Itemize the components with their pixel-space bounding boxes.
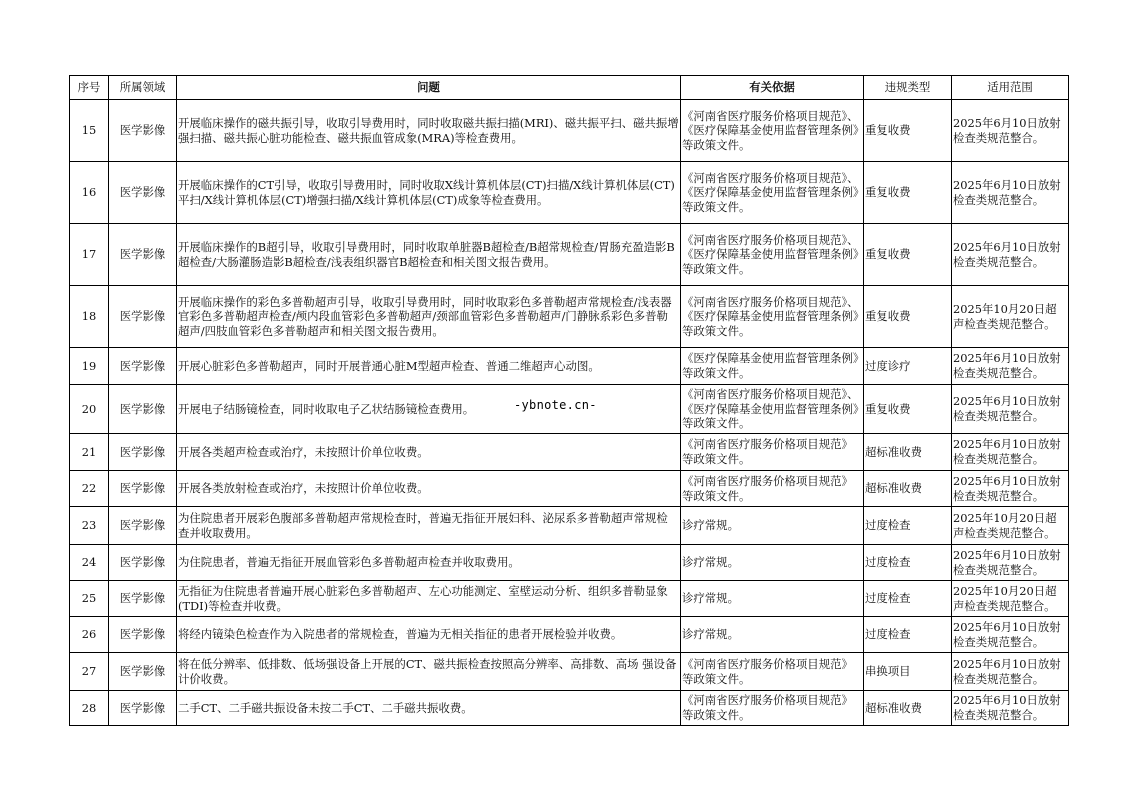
header-violation-type: 违规类型 [864,76,952,100]
cell-problem: 无指征为住院患者普遍开展心脏彩色多普勒超声、左心功能测定、室壁运动分析、组织多普勒显象(TDI)等检查并收费。 [177,581,681,617]
cell-seq: 15 [70,100,109,162]
cell-seq: 26 [70,617,109,653]
cell-basis: 《河南省医疗服务价格项目规范》等政策文件。 [681,434,864,471]
cell-basis: 诊疗常规。 [681,545,864,581]
cell-scope: 2025年6月10日放射检查类规范整合。 [952,100,1069,162]
cell-seq: 21 [70,434,109,471]
cell-seq: 24 [70,545,109,581]
cell-problem: 开展心脏彩色多普勒超声，同时开展普通心脏M型超声检查、普通二维超声心动图。 [177,348,681,385]
cell-basis: 诊疗常规。 [681,507,864,545]
cell-violation-type: 重复收费 [864,224,952,286]
cell-basis: 诊疗常规。 [681,581,864,617]
cell-basis: 《医疗保障基金使用监督管理条例》等政策文件。 [681,348,864,385]
cell-violation-type: 超标准收费 [864,471,952,507]
cell-domain: 医学影像 [109,691,177,726]
cell-domain: 医学影像 [109,286,177,348]
cell-scope: 2025年6月10日放射检查类规范整合。 [952,162,1069,224]
cell-seq: 18 [70,286,109,348]
table-row [70,224,1069,286]
cell-domain: 医学影像 [109,545,177,581]
cell-scope: 2025年10月20日超声检查类规范整合。 [952,581,1069,617]
cell-seq: 25 [70,581,109,617]
table-row [70,581,1069,617]
table-row [70,348,1069,385]
table-row [70,691,1069,726]
cell-seq: 17 [70,224,109,286]
cell-scope: 2025年10月20日超声检查类规范整合。 [952,507,1069,545]
cell-problem: 开展临床操作的磁共振引导，收取引导费用时，同时收取磁共振扫描(MRI)、磁共振平扫、磁共振增强扫描、磁共振心脏功能检查、磁共振血管成象(MRA)等检查费用。 [177,100,681,162]
cell-problem: 开展临床操作的CT引导，收取引导费用时，同时收取X线计算机体层(CT)扫描/X线计算机体层(CT)平扫/X线计算机体层(CT)增强扫描/X线计算机体层(CT)成象等检查费用。 [177,162,681,224]
cell-violation-type: 过度检查 [864,617,952,653]
cell-problem: 开展临床操作的彩色多普勒超声引导，收取引导费用时，同时收取彩色多普勒超声常规检查/浅表器官彩色多普勒超声检查/颅内段血管彩色多普勒超声/颈部血管彩色多普勒超声/门静脉系彩色多普勒超声/四肢血管彩色多普勒超声和相关图文报告费用。 [177,286,681,348]
cell-problem: 为住院患者开展彩色腹部多普勒超声常规检查时，普遍无指征开展妇科、泌尿系多普勒超声常规检查并收取费用。 [177,507,681,545]
cell-problem: 二手CT、二手磁共振设备未按二手CT、二手磁共振收费。 [177,691,681,726]
cell-domain: 医学影像 [109,100,177,162]
cell-domain: 医学影像 [109,434,177,471]
cell-scope: 2025年10月20日超声检查类规范整合。 [952,286,1069,348]
cell-violation-type: 过度检查 [864,545,952,581]
cell-violation-type: 过度诊疗 [864,348,952,385]
cell-basis: 《河南省医疗服务价格项目规范》、《医疗保障基金使用监督管理条例》等政策文件。 [681,286,864,348]
header-seq: 序号 [70,76,109,100]
table-row [70,617,1069,653]
cell-scope: 2025年6月10日放射检查类规范整合。 [952,545,1069,581]
cell-domain: 医学影像 [109,348,177,385]
cell-problem: 开展临床操作的B超引导，收取引导费用时，同时收取单脏器B超检查/B超常规检查/胃肠充盈造影B超检查/大肠灌肠造影B超检查/浅表组织器官B超检查和相关图文报告费用。 [177,224,681,286]
cell-violation-type: 重复收费 [864,162,952,224]
cell-violation-type: 重复收费 [864,385,952,434]
cell-domain: 医学影像 [109,581,177,617]
table-row [70,471,1069,507]
cell-domain: 医学影像 [109,507,177,545]
cell-violation-type: 过度检查 [864,581,952,617]
cell-violation-type: 重复收费 [864,286,952,348]
cell-domain: 医学影像 [109,471,177,507]
header-domain: 所属领域 [109,76,177,100]
cell-seq: 16 [70,162,109,224]
cell-scope: 2025年6月10日放射检查类规范整合。 [952,691,1069,726]
cell-basis: 《河南省医疗服务价格项目规范》、《医疗保障基金使用监督管理条例》等政策文件。 [681,224,864,286]
cell-scope: 2025年6月10日放射检查类规范整合。 [952,617,1069,653]
cell-problem: 将经内镜染色检查作为入院患者的常规检查，普遍为无相关指征的患者开展检验并收费。 [177,617,681,653]
table-row [70,545,1069,581]
cell-seq: 19 [70,348,109,385]
table-row [70,507,1069,545]
cell-violation-type: 超标准收费 [864,434,952,471]
table-row [70,162,1069,224]
cell-domain: 医学影像 [109,385,177,434]
cell-problem: 开展各类放射检查或治疗，未按照计价单位收费。 [177,471,681,507]
cell-domain: 医学影像 [109,653,177,691]
cell-violation-type: 串换项目 [864,653,952,691]
header-scope: 适用范围 [952,76,1069,100]
site-watermark: -ybnote.cn- [514,398,597,412]
cell-scope: 2025年6月10日放射检查类规范整合。 [952,348,1069,385]
cell-scope: 2025年6月10日放射检查类规范整合。 [952,471,1069,507]
table-row [70,434,1069,471]
cell-scope: 2025年6月10日放射检查类规范整合。 [952,653,1069,691]
cell-scope: 2025年6月10日放射检查类规范整合。 [952,385,1069,434]
cell-seq: 28 [70,691,109,726]
table-row [70,100,1069,162]
cell-violation-type: 超标准收费 [864,691,952,726]
cell-basis: 《河南省医疗服务价格项目规范》等政策文件。 [681,471,864,507]
table-header-row [70,76,1069,100]
cell-basis: 《河南省医疗服务价格项目规范》等政策文件。 [681,653,864,691]
cell-domain: 医学影像 [109,617,177,653]
cell-seq: 23 [70,507,109,545]
table-row [70,286,1069,348]
header-problem: 问题 [177,76,681,100]
cell-basis: 诊疗常规。 [681,617,864,653]
cell-problem: 开展电子结肠镜检查，同时收取电子乙状结肠镜检查费用。 [177,385,681,434]
cell-domain: 医学影像 [109,162,177,224]
table-row [70,653,1069,691]
cell-violation-type: 重复收费 [864,100,952,162]
cell-domain: 医学影像 [109,224,177,286]
cell-seq: 20 [70,385,109,434]
cell-seq: 27 [70,653,109,691]
cell-basis: 《河南省医疗服务价格项目规范》、《医疗保障基金使用监督管理条例》等政策文件。 [681,100,864,162]
cell-basis: 《河南省医疗服务价格项目规范》、《医疗保障基金使用监督管理条例》等政策文件。 [681,162,864,224]
cell-problem: 将在低分辨率、低排数、低场强设备上开展的CT、磁共振检查按照高分辨率、高排数、高场 强设备计价收费。 [177,653,681,691]
cell-seq: 22 [70,471,109,507]
cell-problem: 开展各类超声检查或治疗，未按照计价单位收费。 [177,434,681,471]
cell-violation-type: 过度检查 [864,507,952,545]
header-basis: 有关依据 [681,76,864,100]
cell-basis: 《河南省医疗服务价格项目规范》等政策文件。 [681,691,864,726]
cell-basis: 《河南省医疗服务价格项目规范》、《医疗保障基金使用监督管理条例》等政策文件。 [681,385,864,434]
cell-scope: 2025年6月10日放射检查类规范整合。 [952,434,1069,471]
table-body [70,100,1069,726]
cell-scope: 2025年6月10日放射检查类规范整合。 [952,224,1069,286]
cell-problem: 为住院患者，普遍无指征开展血管彩色多普勒超声检查并收取费用。 [177,545,681,581]
